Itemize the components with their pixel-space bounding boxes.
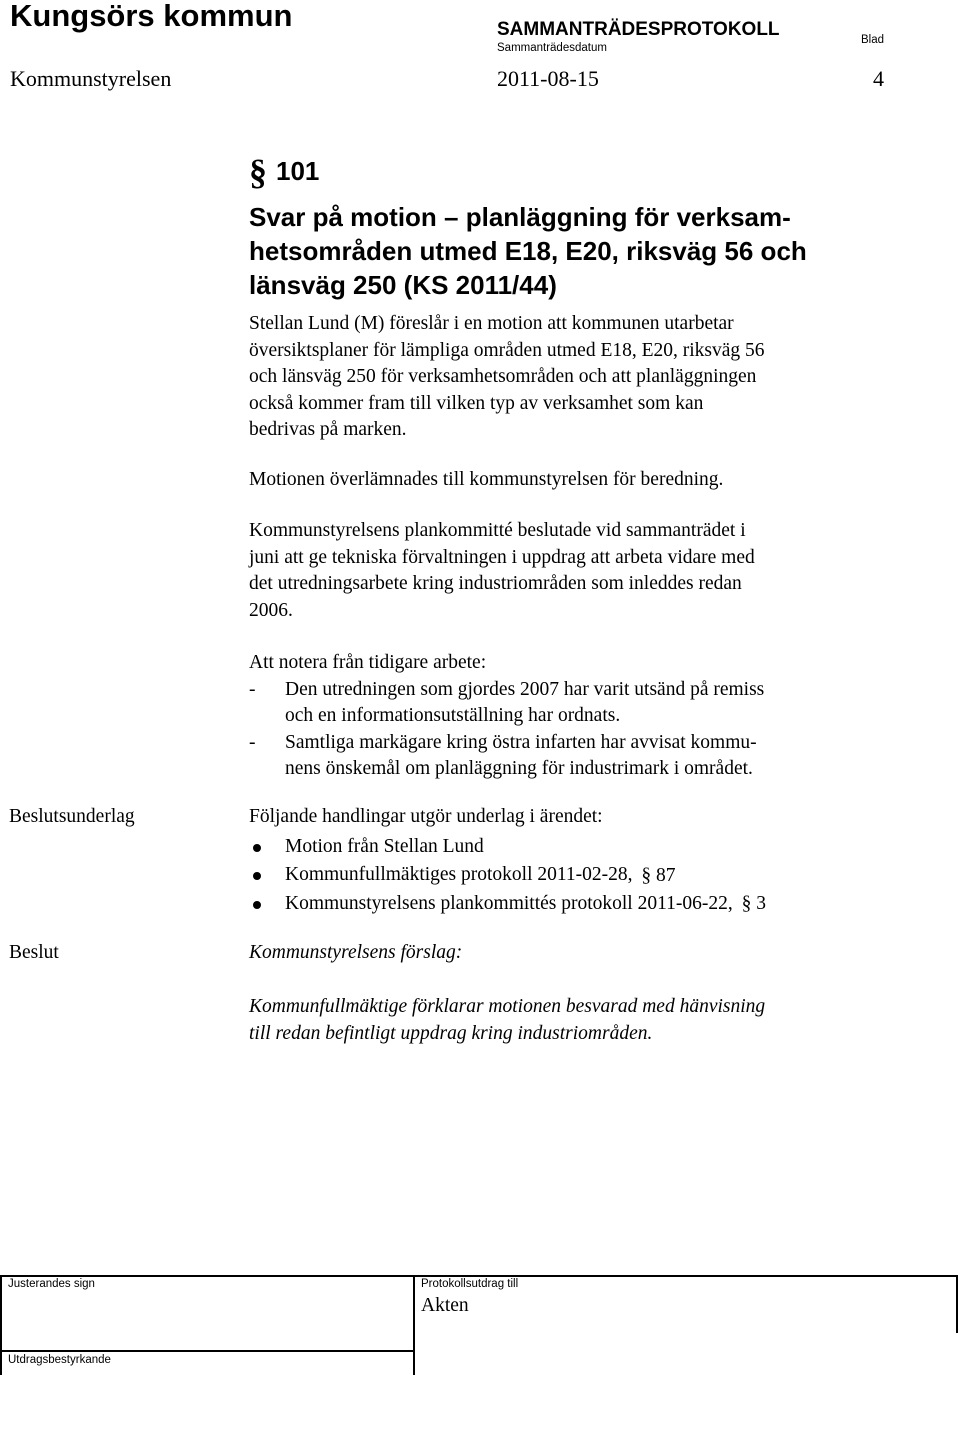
text-line: Den utredningen som gjordes 2007 har varit utsänd på remiss xyxy=(285,678,765,700)
notes-section xyxy=(249,650,899,783)
text-line: det utredningsarbete kring industriområden som inleddes redan xyxy=(249,573,742,594)
text-line: och länsväg 250 för verksamhetsområden och att planläggningen xyxy=(249,366,757,387)
note-item xyxy=(249,677,899,730)
text-line: Kommunstyrelsens plankommitté beslutade vid sammanträdet i xyxy=(249,520,746,541)
text-line: också kommer fram till vilken typ av verksamhet som kan xyxy=(249,392,704,414)
section-reference: § 87 xyxy=(641,864,676,886)
footer-top-rule xyxy=(0,1275,958,1277)
document-title: Kommunstyrelsens plankommittés protokoll 2011-06-22, xyxy=(285,892,733,914)
bullet-icon xyxy=(253,844,261,852)
item-number: 101 xyxy=(276,156,320,186)
meeting-date-label: Sammanträdesdatum xyxy=(497,42,607,54)
organization-name: Kungsörs kommun xyxy=(10,0,293,33)
section-reference: § 3 xyxy=(741,893,766,915)
document-type: SAMMANTRÄDESPROTOKOLL xyxy=(497,19,780,40)
text-line: och en informationsutställning har ordnats. xyxy=(285,705,621,726)
beslut-label: Beslut xyxy=(9,942,59,963)
justerandes-sign-label: Justerandes sign xyxy=(8,1278,95,1290)
text-line: juni att ge tekniska förvaltningen i uppdrag att arbeta vidare med xyxy=(249,546,755,568)
motion-summary-paragraph xyxy=(249,311,899,444)
text-line: översiktsplaner för lämpliga områden utmed E18, E20, riksväg 56 xyxy=(249,339,765,361)
text-line: 2006. xyxy=(249,599,293,621)
beslutsunderlag-label: Beslutsunderlag xyxy=(9,806,135,827)
item-title xyxy=(249,200,889,302)
text-line: nens önskemål om planläggning för industrimark i området. xyxy=(285,758,753,779)
text-line: till redan befintligt uppdrag kring industriområden. xyxy=(249,1022,653,1044)
footer-middle-rule xyxy=(0,1350,414,1352)
dash-marker: - xyxy=(249,678,256,700)
text-line: Stellan Lund (M) föreslår i en motion att kommunen utarbetar xyxy=(249,313,734,334)
svg-text:§: § xyxy=(249,152,267,190)
committee-decision-paragraph xyxy=(249,518,899,624)
referral-paragraph xyxy=(249,467,899,494)
bullet-icon xyxy=(253,901,261,909)
document-title: Kommunfullmäktiges protokoll 2011-02-28, xyxy=(285,864,633,885)
recipient-value: Akten xyxy=(421,1295,469,1316)
text-line: Motionen överlämnades till kommunstyrelsen för beredning. xyxy=(249,469,724,490)
list-item xyxy=(249,890,899,919)
note-item xyxy=(249,730,899,783)
text-line: bedrivas på marken. xyxy=(249,419,407,440)
text-line: Samtliga markägare kring östra infarten har avvisat kommu- xyxy=(285,731,757,753)
meeting-date: 2011-08-15 xyxy=(497,66,599,91)
bullet-icon xyxy=(253,872,261,880)
underlag-heading: Följande handlingar utgör underlag i ärendet: xyxy=(249,806,603,827)
page-number: 4 xyxy=(873,66,884,91)
proposal-text xyxy=(249,994,899,1047)
footer-divider-rule xyxy=(413,1275,415,1375)
protokollsutdrag-label: Protokollsutdrag till xyxy=(421,1278,519,1290)
committee-name: Kommunstyrelsen xyxy=(10,66,172,91)
document-title: Motion från Stellan Lund xyxy=(285,836,484,857)
text-line: Kommunfullmäktige förklarar motionen besvarad med hänvisning xyxy=(249,996,766,1017)
dash-marker: - xyxy=(249,731,256,753)
document-list xyxy=(249,833,899,918)
title-line: länsväg 250 (KS 2011/44) xyxy=(249,270,557,300)
footer-right-rule xyxy=(956,1275,958,1333)
title-line: Svar på motion – planläggning för verksam- xyxy=(249,202,791,232)
footer-left-rule xyxy=(0,1275,2,1375)
list-item xyxy=(249,833,899,861)
proposal-heading: Kommunstyrelsens förslag: xyxy=(249,942,463,963)
notes-heading: Att notera från tidigare arbete: xyxy=(249,652,487,673)
signature-footer xyxy=(0,1275,960,1375)
section-symbol-icon xyxy=(249,150,271,195)
list-item xyxy=(249,861,899,890)
utdragsbestyrkande-label: Utdragsbestyrkande xyxy=(8,1354,111,1366)
page-label: Blad xyxy=(861,34,885,46)
title-line: hetsområden utmed E18, E20, riksväg 56 och xyxy=(249,236,807,266)
